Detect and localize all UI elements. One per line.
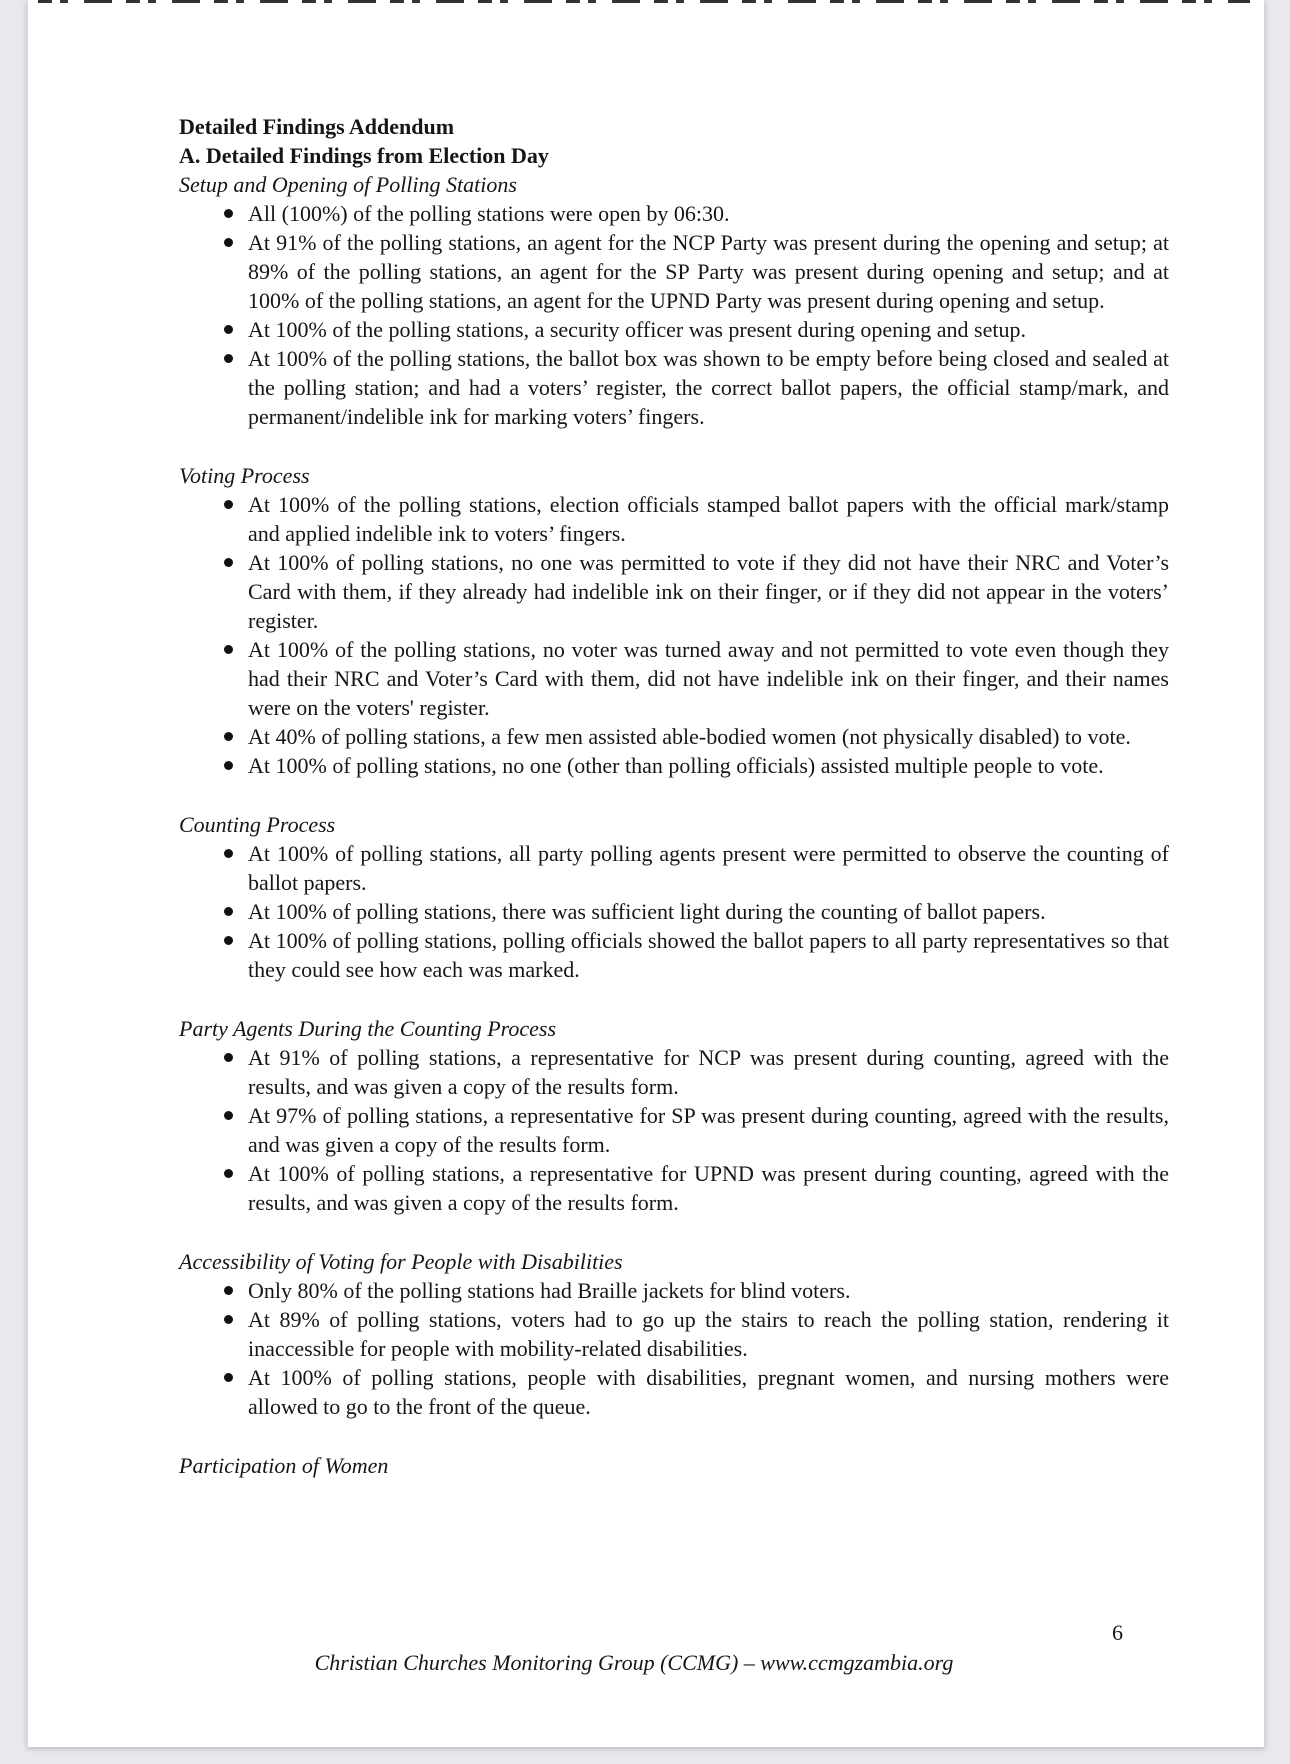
bullet-text: At 100% of polling stations, no one (other than polling officials) assisted multiple people to vote.	[248, 753, 1104, 778]
bullet-icon	[224, 907, 233, 916]
bullet-list-counting-process	[179, 839, 1169, 984]
bullet-icon	[224, 849, 233, 858]
bullet-icon	[224, 1053, 233, 1062]
bullet-icon	[224, 354, 233, 363]
bullet-item	[179, 897, 1169, 926]
bullet-item	[179, 490, 1169, 548]
section-heading-counting-process: Counting Process	[179, 812, 336, 837]
bullet-icon	[224, 1111, 233, 1120]
bullet-icon	[224, 238, 233, 247]
bullet-text: At 100% of polling stations, no one was permitted to vote if they did not have their NRC and Voter’s Card with them, if they already had indelible ink on their finger, or if they did not appear in the voters’ register.	[248, 550, 1169, 633]
bullet-text: At 91% of the polling stations, an agent for the NCP Party was present during the opening and setup; at 89% of the polling stations, an agent for the SP Party was present during opening and setup; and at 100% of the polling stations, an agent for the UPND Party was present during opening and setup.	[248, 230, 1169, 313]
bullet-text: At 100% of the polling stations, election officials stamped ballot papers with the official mark/stamp and applied indelible ink to voters’ fingers.	[248, 492, 1169, 546]
page-content	[179, 112, 1169, 1480]
document-page	[27, 0, 1265, 1747]
bullet-text: At 100% of polling stations, polling officials showed the ballot papers to all party representatives so that they could see how each was marked.	[248, 928, 1169, 982]
bullet-item	[179, 548, 1169, 635]
bullet-text: At 91% of polling stations, a representative for NCP was present during counting, agreed with the results, and was given a copy of the results form.	[248, 1045, 1169, 1099]
bullet-item	[179, 1101, 1169, 1159]
bullet-icon	[224, 761, 233, 770]
bullet-item	[179, 199, 1169, 228]
section-heading-setup-opening: Setup and Opening of Polling Stations	[179, 172, 517, 197]
bullet-icon	[224, 209, 233, 218]
bullet-list-voting-process	[179, 490, 1169, 780]
document-subtitle: A. Detailed Findings from Election Day	[179, 143, 549, 168]
bullet-text: At 100% of the polling stations, the ballot box was shown to be empty before being closed and sealed at the polling station; and had a voters’ register, the correct ballot papers, the official stamp/mark, and permanent/indelible ink for marking voters’ fingers.	[248, 346, 1169, 429]
bullet-item	[179, 1276, 1169, 1305]
bullet-item	[179, 839, 1169, 897]
bullet-item	[179, 751, 1169, 780]
bullet-text: At 97% of polling stations, a representative for SP was present during counting, agreed with the results, and was given a copy of the results form.	[248, 1103, 1169, 1157]
bullet-text: All (100%) of the polling stations were open by 06:30.	[248, 201, 730, 226]
bullet-item	[179, 722, 1169, 751]
bullet-item	[179, 344, 1169, 431]
bullet-text: At 100% of polling stations, people with disabilities, pregnant women, and nursing mothers were allowed to go to the front of the queue.	[248, 1365, 1169, 1419]
bullet-text: At 89% of polling stations, voters had to go up the stairs to reach the polling station, rendering it inaccessible for people with mobility-related disabilities.	[248, 1307, 1169, 1361]
bullet-icon	[224, 1169, 233, 1178]
bullet-item	[179, 1159, 1169, 1217]
footer-org-line: Christian Churches Monitoring Group (CCMG) – www.ccmgzambia.org	[314, 1650, 954, 1675]
bullet-list-accessibility	[179, 1276, 1169, 1421]
bullet-item	[179, 1363, 1169, 1421]
page-number: 6	[1112, 1620, 1123, 1645]
bullet-icon	[224, 500, 233, 509]
bullet-text: At 100% of polling stations, a representative for UPND was present during counting, agreed with the results, and was given a copy of the results form.	[248, 1161, 1169, 1215]
bullet-item	[179, 1043, 1169, 1101]
bullet-list-party-agents	[179, 1043, 1169, 1217]
section-heading-party-agents: Party Agents During the Counting Process	[179, 1016, 557, 1041]
bullet-icon	[224, 936, 233, 945]
document-title: Detailed Findings Addendum	[179, 114, 455, 139]
bullet-item	[179, 926, 1169, 984]
section-heading-accessibility: Accessibility of Voting for People with Disabilities	[179, 1249, 623, 1274]
section-heading-participation-of-women: Participation of Women	[179, 1453, 389, 1478]
bullet-item	[179, 315, 1169, 344]
bullet-item	[179, 1305, 1169, 1363]
bullet-icon	[224, 1315, 233, 1324]
bullet-icon	[224, 1286, 233, 1295]
bullet-item	[179, 635, 1169, 722]
bullet-text: At 40% of polling stations, a few men assisted able-bodied women (not physically disabled) to vote.	[248, 724, 1131, 749]
bullet-icon	[224, 732, 233, 741]
bullet-text: At 100% of polling stations, all party polling agents present were permitted to observe the counting of ballot papers.	[248, 841, 1169, 895]
bullet-text: At 100% of the polling stations, no voter was turned away and not permitted to vote even though they had their NRC and Voter’s Card with them, did not have indelible ink on their finger, and their names were on the voters' register.	[248, 637, 1169, 720]
bullet-icon	[224, 325, 233, 334]
bullet-text: At 100% of the polling stations, a security officer was present during opening and setup.	[248, 317, 1026, 342]
bullet-text: At 100% of polling stations, there was sufficient light during the counting of ballot papers.	[248, 899, 1046, 924]
bullet-text: Only 80% of the polling stations had Braille jackets for blind voters.	[248, 1278, 851, 1303]
bullet-icon	[224, 558, 233, 567]
bullet-list-setup-opening	[179, 199, 1169, 431]
section-heading-voting-process: Voting Process	[179, 463, 310, 488]
bullet-item	[179, 228, 1169, 315]
bullet-icon	[224, 645, 233, 654]
bullet-icon	[224, 1373, 233, 1382]
clipped-previous-page-text-artifact	[38, 0, 1250, 3]
